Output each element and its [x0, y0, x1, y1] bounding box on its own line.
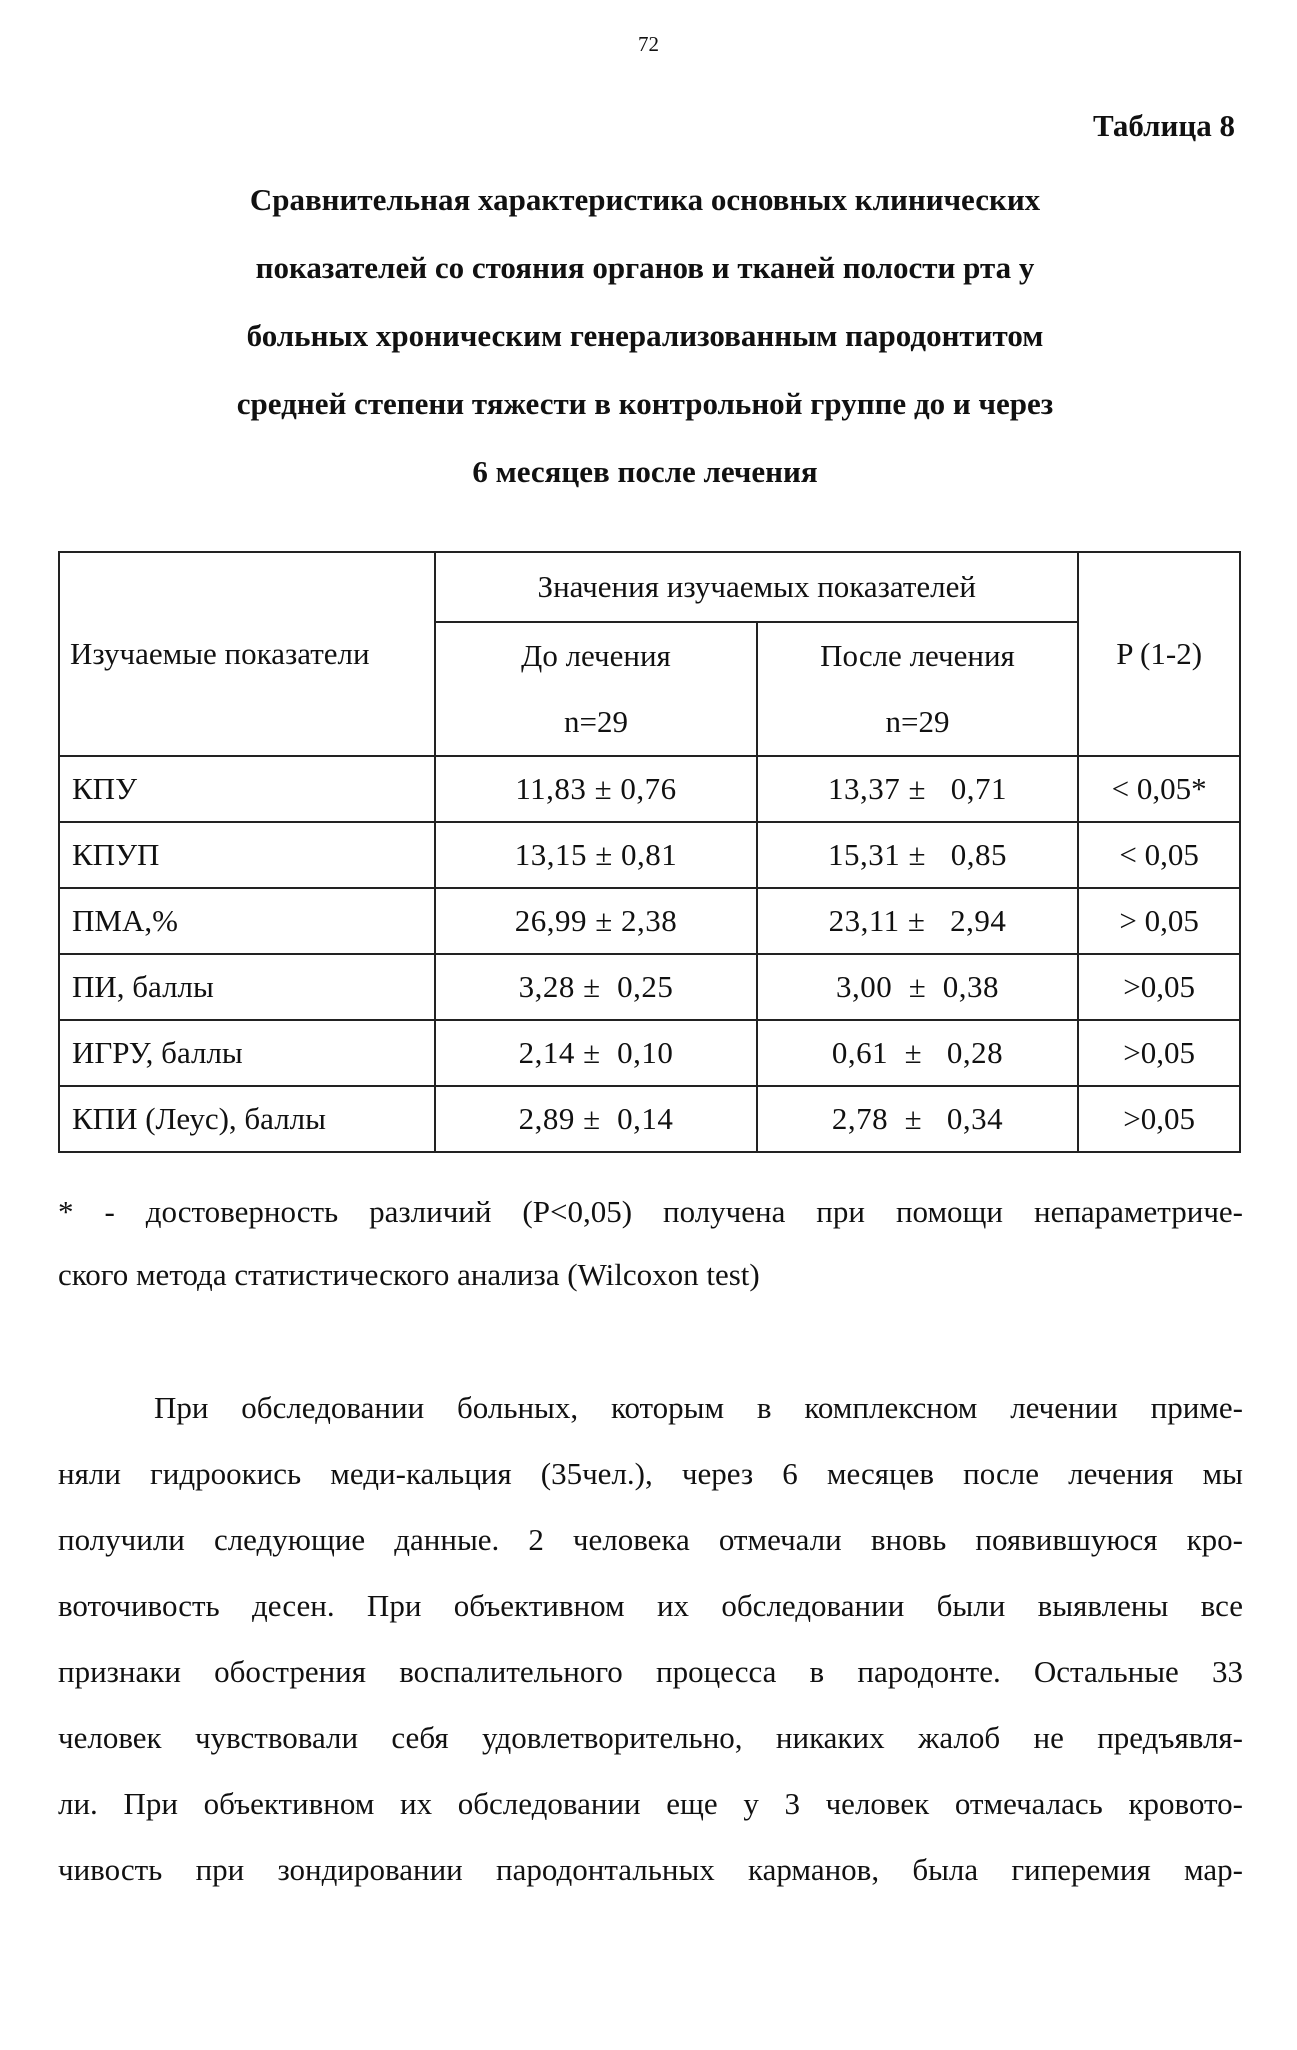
body-paragraph: [58, 1375, 1243, 1903]
row-after: 23,11 ± 2,94: [757, 888, 1079, 954]
clinical-indicators-table: [58, 551, 1241, 1153]
paragraph-line: воточивость десен. При объективном их обследовании были выявлены все: [58, 1588, 1243, 1623]
paragraph-line: чивость при зондировании пародонтальных карманов, была гиперемия мар-: [58, 1852, 1243, 1887]
table-caption: [120, 166, 1170, 506]
caption-line: Сравнительная характеристика основных клинических: [249, 182, 1041, 217]
row-p: > 0,05: [1078, 888, 1240, 954]
caption-line: больных хроническим генерализованным пародонтитом: [246, 318, 1044, 353]
paragraph-line: человек чувствовали себя удовлетворительно, никаких жалоб не предъявля-: [58, 1720, 1243, 1755]
caption-line: 6 месяцев после лечения: [472, 454, 818, 489]
row-before: 11,83 ± 0,76: [435, 756, 756, 822]
caption-line: показателей со стояния органов и тканей полости рта у: [255, 250, 1035, 285]
row-p: >0,05: [1078, 1020, 1240, 1086]
header-values: Значения изучаемых показателей: [435, 552, 1078, 622]
row-name: КПУ: [59, 756, 435, 822]
table-row: [59, 1020, 1240, 1086]
paragraph-line: При обследовании больных, которым в комплексном лечении приме-: [154, 1390, 1243, 1425]
header-after-n: n=29: [885, 704, 950, 739]
row-after: 15,31 ± 0,85: [757, 822, 1079, 888]
paragraph-line: получили следующие данные. 2 человека отмечали вновь появившуюся кро-: [58, 1522, 1243, 1557]
table-row: [59, 888, 1240, 954]
row-after: 3,00 ± 0,38: [757, 954, 1079, 1020]
row-p: < 0,05*: [1078, 756, 1240, 822]
caption-line: средней степени тяжести в контрольной группе до и через: [236, 386, 1054, 421]
header-indicators: Изучаемые показатели: [59, 552, 435, 756]
row-before: 26,99 ± 2,38: [435, 888, 756, 954]
row-after: 13,37 ± 0,71: [757, 756, 1079, 822]
header-before: [435, 622, 756, 756]
footnote-line: * - достоверность различий (P<0,05) получена при помощи непараметриче-: [58, 1194, 1243, 1229]
row-name: КПУП: [59, 822, 435, 888]
header-p: P (1-2): [1078, 552, 1240, 756]
row-p: < 0,05: [1078, 822, 1240, 888]
row-p: >0,05: [1078, 1086, 1240, 1152]
header-before-n: n=29: [564, 704, 628, 739]
header-after-label: После лечения: [820, 638, 1015, 673]
footnote-line: ского метода статистического анализа (Wilcoxon test): [58, 1257, 760, 1292]
table-row: [59, 1086, 1240, 1152]
table-row: [59, 756, 1240, 822]
header-after: [757, 622, 1079, 756]
row-p: >0,05: [1078, 954, 1240, 1020]
row-name: ПИ, баллы: [59, 954, 435, 1020]
table-label: Таблица 8: [1093, 108, 1235, 143]
table-row: [59, 822, 1240, 888]
row-before: 2,14 ± 0,10: [435, 1020, 756, 1086]
row-after: 0,61 ± 0,28: [757, 1020, 1079, 1086]
table-header-row: [59, 552, 1240, 622]
table-row: [59, 954, 1240, 1020]
paragraph-line: признаки обострения воспалительного процесса в пародонте. Остальные 33: [58, 1654, 1243, 1689]
paragraph-line: няли гидроокись меди-кальция (35чел.), через 6 месяцев после лечения мы: [58, 1456, 1243, 1491]
row-before: 13,15 ± 0,81: [435, 822, 756, 888]
page-number: 72: [638, 32, 659, 56]
row-name: ИГРУ, баллы: [59, 1020, 435, 1086]
row-after: 2,78 ± 0,34: [757, 1086, 1079, 1152]
table-footnote: [58, 1180, 1243, 1306]
header-before-label: До лечения: [521, 638, 671, 673]
row-before: 2,89 ± 0,14: [435, 1086, 756, 1152]
row-name: КПИ (Леус), баллы: [59, 1086, 435, 1152]
row-before: 3,28 ± 0,25: [435, 954, 756, 1020]
row-name: ПМА,%: [59, 888, 435, 954]
paragraph-line: ли. При объективном их обследовании еще у 3 человек отмечалась кровото-: [58, 1786, 1243, 1821]
